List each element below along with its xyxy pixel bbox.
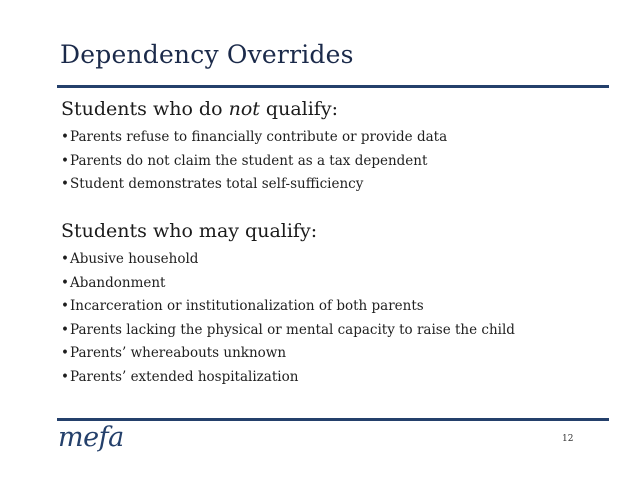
bullet-icon: • [61,129,69,145]
list-item [61,150,447,174]
list-item-text: Abusive household [69,251,199,267]
list-item-text: Parents do not claim the student as a tax dependent [69,152,428,169]
list-item-text: Incarceration or institutionalization of both parents [69,298,424,314]
slide-title: Dependency Overrides [60,40,354,69]
heading-text-before: Students who do [61,98,229,120]
list-item-text: Student demonstrates total self-sufficiency [69,176,364,192]
mefa-logo: mefa [58,422,124,453]
section-not-qualify [61,98,447,197]
not-qualify-list [61,126,447,197]
list-item [61,272,515,296]
heading-text-after: qualify: [259,98,338,120]
list-item [61,319,515,343]
bullet-icon: • [61,251,69,267]
list-item [61,295,515,319]
heading-emphasis: not [228,98,260,120]
list-item [61,248,515,272]
title-divider [57,85,609,88]
list-item-text: Parents’ whereabouts unknown [69,345,287,361]
page-number: 12 [562,434,574,444]
list-item-text: Abandonment [69,274,166,291]
bullet-icon: • [61,368,69,385]
list-item-text: Parents lacking the physical or mental capacity to raise the child [69,321,515,338]
bullet-icon: • [61,345,69,361]
list-item-text: Parents’ extended hospitalization [69,368,299,385]
list-item [61,126,447,150]
list-item-text: Parents refuse to financially contribute or provide data [69,129,448,145]
bullet-icon: • [61,321,69,338]
bullet-icon: • [61,274,69,291]
bullet-icon: • [61,152,69,169]
section-heading-may-qualify: Students who may qualify: [61,220,318,242]
may-qualify-list [61,248,515,389]
list-item [61,173,447,197]
list-item [61,366,515,390]
bullet-icon: • [61,176,69,192]
section-may-qualify [61,220,515,389]
bullet-icon: • [61,298,69,314]
list-item [61,342,515,366]
footer-divider [57,418,609,421]
section-heading-not-qualify [61,98,447,120]
